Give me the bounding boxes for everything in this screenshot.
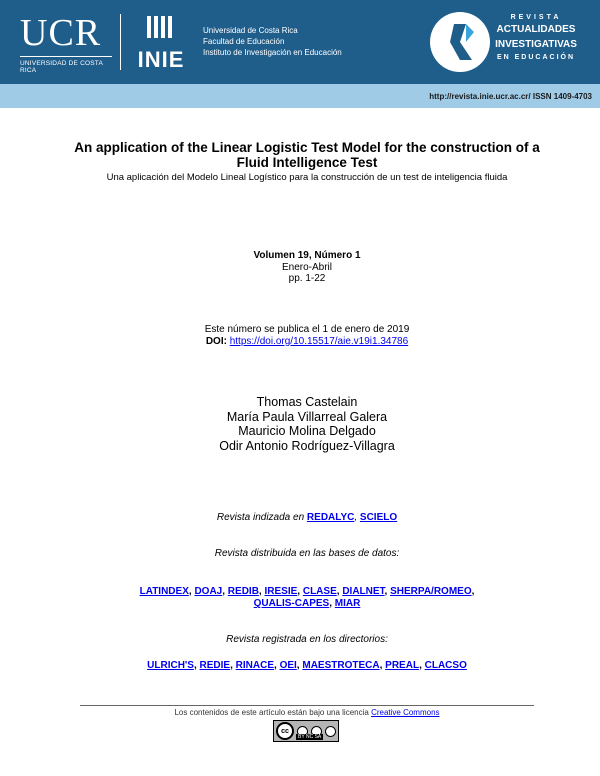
institution-block [203,25,342,58]
registered-label: Revista registrada en los directorios: [226,634,388,645]
institution-line: Universidad de Costa Rica [203,26,298,35]
article-subtitle: Una aplicación del Modelo Lineal Logístico para la construcción de un test de inteligencia fluida [106,172,508,183]
database-link-redib[interactable]: REDIB [227,586,259,597]
directory-links: ULRICH'S, REDIE, RINACE, OEI, MAESTROTECA, PREAL, CLACSO [147,660,467,671]
database-link-sherpa-romeo[interactable]: SHERPA/ROMEO [390,586,472,597]
book-icon [145,14,177,40]
database-link-latindex[interactable]: LATINDEX [139,586,189,597]
license-link[interactable]: Creative Commons [371,708,440,717]
database-link-clase[interactable]: CLASE [302,586,337,597]
directory-link-preal[interactable]: PREAL [385,660,420,671]
journal-name-top: REVISTA [510,14,562,21]
ucr-logo-subtitle: UNIVERSIDAD DE COSTA RICA [20,56,112,74]
directory-link-maestroteca[interactable]: MAESTROTECA [302,660,380,671]
doi-label: DOI: [205,335,227,347]
journal-emblem [430,12,490,72]
directory-link-rinace[interactable]: RINACE [235,660,274,671]
author-list [60,395,554,453]
directory-link-redie[interactable]: REDIE [199,660,231,671]
database-link-iresie[interactable]: IRESIE [264,586,298,597]
volume-number: Volumen 19, Número 1 [253,250,361,261]
inie-logo-text: INIE [137,47,185,72]
database-links: LATINDEX, DOAJ, REDIB, IRESIE, CLASE, DIALNET, SHERPA/ROMEO, QUALIS-CAPES, MIAR [139,586,475,609]
database-link-miar[interactable]: MIAR [334,598,361,609]
institution-line: Instituto de Investigación en Educación [203,48,342,57]
index-link-redalyc[interactable]: REDALYC [306,512,355,523]
indexed-line: Revista indizada en REDALYC, SCIELO [216,512,398,523]
directory-link-clacso[interactable]: CLACSO [424,660,467,671]
cc-icon: cc [276,722,294,740]
creative-commons-badge[interactable] [273,720,339,742]
journal-header [0,0,600,84]
cc-terms: BY NC SA [298,734,322,740]
page-range: pp. 1-22 [288,273,326,284]
sa-icon [325,726,336,737]
journal-name-line1: ACTUALIDADES [496,24,576,35]
issue-period: Enero-Abril [281,261,333,273]
journal-url-strip [0,84,600,108]
ucr-logo-text: UCR [20,12,102,54]
institution-line: Facultad de Educación [203,37,285,46]
article-title: An application of the Linear Logistic Test Model for the construction of a Fluid Intelligence Test [74,140,540,170]
journal-name-line2: INVESTIGATIVAS [495,39,577,50]
author: María Paula Villarreal Galera [226,409,388,424]
journal-url[interactable]: http://revista.inie.ucr.ac.cr/ ISSN 1409-4703 [429,92,592,101]
index-link-scielo[interactable]: SCIELO [359,512,398,523]
directory-link-oei[interactable]: OEI [279,660,297,671]
logo-divider [120,14,121,70]
publication-date: Este número se publica el 1 de enero de 2019 [204,324,410,335]
publication-info [60,324,554,347]
journal-emblem-icon [430,12,490,72]
inie-logo [134,14,188,73]
database-link-doaj[interactable]: DOAJ [194,586,223,597]
journal-name [482,14,590,61]
indexed-label: Revista indizada en [216,512,305,523]
author: Thomas Castelain [256,395,358,409]
journal-name-bottom: EN EDUCACIÓN [496,54,576,61]
license-text: Los contenidos de este artículo están bajo una licencia [174,708,369,717]
author: Mauricio Molina Delgado [238,424,376,438]
ucr-logo [20,14,112,74]
issue-info [60,250,554,285]
directory-link-ulrichs[interactable]: ULRICH'S [147,660,194,671]
database-link-qualis-capes[interactable]: QUALIS-CAPES [253,598,330,609]
distributed-label: Revista distribuida en las bases de datos: [214,548,400,559]
author: Odir Antonio Rodríguez-Villagra [219,438,395,453]
license-notice [60,708,554,717]
journal-logo [430,10,590,76]
footer-divider [80,705,534,706]
doi-link[interactable]: https://doi.org/10.15517/aie.v19i1.34786 [229,335,409,347]
database-link-dialnet[interactable]: DIALNET [342,586,385,597]
